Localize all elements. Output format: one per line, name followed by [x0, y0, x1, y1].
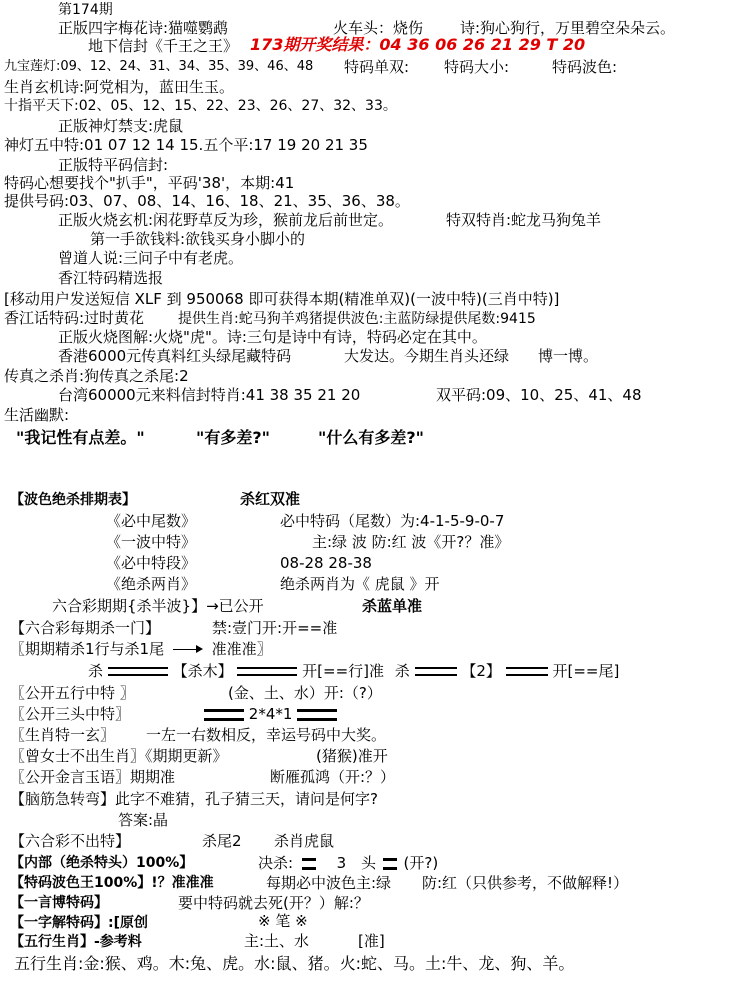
kill-char-2: 杀	[394, 662, 410, 680]
ms-zeng-label: 〖曾女士不出生肖〗《期期更新》	[10, 747, 228, 765]
must-range-value: 08-28 28-38	[280, 554, 372, 572]
xiangjiang-special: 香江话特码:过时黄花	[4, 309, 145, 327]
try-luck: 博一博。	[538, 347, 599, 365]
kill-char-1: 杀	[88, 662, 104, 680]
half-wave-kill: 六合彩期期{杀半波}】→已公开	[52, 597, 264, 615]
zodiac-mystery-value: 一左一右数相反，幸运号码中大奖。	[146, 726, 387, 744]
kill-line-tail	[10, 642, 272, 657]
fire-mystery: 正版火烧玄机:闲花野草反为珍，猴前龙后前世定。	[58, 211, 394, 229]
double-rule	[237, 667, 297, 676]
double-rule	[506, 667, 548, 676]
kill-blue-single: 杀蓝单准	[362, 597, 423, 615]
provided-zodiac-color-tail: 提供生肖:蛇马狗羊鸡猪提供波色:主蓝防绿提供尾数:9415	[178, 311, 536, 327]
color-label: 特码波色:	[552, 58, 618, 76]
golden-words-value: 断雁孤鸿（开:？）	[270, 768, 396, 786]
kill-wood: 【杀木】	[172, 662, 233, 680]
five-elements-accurate: [准]	[358, 932, 385, 950]
thick-rule	[204, 709, 244, 721]
one-wave-value: 主:绿 波 防:红 波《开?？准》	[312, 533, 510, 551]
color-king-defend: 防:红（只供参考，不做解释!）	[422, 874, 629, 892]
double-rule	[415, 667, 457, 676]
three-heads-row	[204, 707, 337, 722]
one-char-value: ※ 笔 ※	[258, 912, 308, 930]
head-label: 头	[360, 854, 376, 872]
no-special-label: 【六合彩不出特】	[10, 832, 131, 850]
fire-diagram: 正版火烧图解:火烧"虎"。诗:三句是诗中有诗，特码必定在其中。	[58, 328, 487, 346]
must-tail-value: 必中特码（尾数）为:4-1-5-9-0-7	[280, 512, 505, 530]
five-elements-main: 主:土、水	[244, 932, 310, 950]
plum-poem-label: 正版四字梅花诗:猫噬鹦鹉	[58, 19, 229, 37]
open-line: 开[==行]准	[302, 662, 384, 680]
door-value: 禁:壹门开:开==准	[212, 619, 338, 637]
decisive-open: (开?)	[403, 854, 439, 872]
zodiac-mystery-label: 〖生肖特一玄〗	[10, 726, 116, 744]
five-elements-label: 〖公开五行中特 〗	[10, 684, 135, 702]
ten-fingers-numbers: 十指平天下:02、05、12、15、22、23、26、27、32、33。	[4, 98, 397, 114]
kill-red-double: 杀红双准	[240, 490, 301, 508]
hk-fax-line: 香港6000元传真料红头绿尾藏特码	[58, 347, 292, 365]
nine-lotus-numbers: 九宝莲灯:09、12、24、31、34、35、39、46、48	[4, 59, 314, 74]
joke-line-3: "什么有多差?"	[318, 428, 424, 447]
issue-number: 第174期	[58, 2, 113, 18]
envelope-label: 正版特平码信封:	[58, 156, 169, 174]
first-hand-tip: 第一手欲钱料:欲钱买身小脚小的	[90, 230, 306, 248]
fax-kill: 传真之杀肖:狗传真之杀尾:2	[4, 367, 189, 385]
five-elements-zodiac-table: 五行生肖:金:猴、鸡。木:兔、虎。水:鼠、猪。火:蛇、马。土:牛、龙、狗、羊。	[14, 954, 575, 973]
golden-words-label: 〖公开金言玉语〗期期准	[10, 768, 176, 786]
special-zodiac: 特双特肖:蛇龙马狗兔羊	[446, 211, 602, 229]
xiangjiang-report: 香江特码精选报	[58, 269, 164, 287]
humor-label: 生活幽默:	[4, 406, 70, 424]
equals-bar	[302, 858, 316, 870]
kill-two-bracket: 【2】	[461, 662, 501, 680]
three-heads-label: 〖公开三头中特〗	[10, 705, 131, 723]
joke-line-1: "我记性有点差。"	[16, 428, 145, 447]
riddle-answer: 答案:晶	[118, 811, 169, 829]
decisive-kill-label: 决杀:	[258, 854, 294, 872]
kill-one-door: 【六合彩每期杀一门】	[10, 619, 161, 637]
decisive-kill-row	[258, 856, 438, 871]
kill-zodiac: 杀肖虎鼠	[274, 832, 335, 850]
zeng-says: 曾道人说:三问子中有老虎。	[58, 249, 244, 267]
color-kill-table-title: 【波色绝杀排期表】	[10, 492, 136, 508]
kill-line-tail-accurate: 准准准〗	[211, 640, 272, 658]
kill-tail-2: 杀尾2	[202, 832, 242, 850]
must-range-label: 《必中特段》	[106, 554, 197, 572]
one-word-bet-label: 【一言博特码】	[10, 895, 108, 911]
ms-zeng-value: (猪猴)准开	[316, 747, 388, 765]
thick-rule	[297, 709, 337, 721]
taiwan-envelope: 台湾60000元来料信封特肖:41 38 35 21 20	[58, 386, 361, 404]
three-heads-value: 2*4*1	[248, 705, 293, 723]
color-king-label: 【特码波色王100%】!？准准准	[10, 875, 214, 891]
arrow-icon	[173, 649, 201, 650]
kill-wood-row	[88, 664, 619, 679]
kill-two-value: 绝杀两肖为《 虎鼠 》开	[280, 575, 440, 593]
kill-two-label: 《绝杀两肖》	[106, 575, 197, 593]
double-flat: 双平码:09、10、25、41、48	[436, 386, 642, 404]
riddle: 【脑筋急转弯】此字不难猜，孔子猜三天，请问是何字?	[10, 790, 378, 808]
must-tail-label: 《必中尾数》	[106, 512, 197, 530]
sms-promo: [移动用户发送短信 XLF 到 950068 即可获得本期(精准单双)(一波中特)(三肖中特)]	[4, 290, 560, 308]
lamp-forbidden: 正版神灯禁支:虎鼠	[58, 117, 184, 135]
color-king-main: 每期必中波色主:绿	[266, 874, 392, 892]
lamp-five-numbers: 神灯五中特:01 07 12 14 15.五个平:17 19 20 21 35	[4, 136, 368, 154]
five-elements-value: (金、土、水）开:（?）	[228, 684, 382, 702]
big-fortune: 大发达。今期生肖头还绿	[344, 347, 510, 365]
draw-result-banner: 173期开奖结果：04 36 06 26 21 29 T 20	[250, 35, 586, 54]
one-word-bet-value: 要中特码就去死(开？）解:？	[178, 894, 369, 912]
equals-bar	[383, 858, 397, 870]
poem-text: 诗:狗心狗行，万里碧空朵朵云。	[460, 19, 676, 37]
underground-envelope: 地下信封《千王之王》	[88, 37, 239, 55]
decisive-kill-number: 3	[336, 854, 347, 872]
zodiac-poem: 生肖玄机诗:阿党相为，蓝田生玉。	[4, 78, 235, 96]
one-wave-label: 《一波中特》	[106, 533, 197, 551]
kill-line-tail-label: 〖期期精杀1行与杀1尾	[10, 640, 165, 658]
five-elements-zodiac-label: 【五行生肖】-参考料	[10, 934, 142, 950]
train-head-label: 火车头：烧伤	[333, 19, 424, 37]
odd-even-label: 特码单双:	[344, 58, 410, 76]
provided-numbers: 提供号码:03、07、08、14、16、18、21、35、36、38。	[4, 192, 410, 210]
internal-kill-label: 【内部（绝杀特头）100%】	[10, 855, 194, 871]
one-char-label: 【一字解特码】:[原创	[10, 915, 148, 931]
size-label: 特码大小:	[444, 58, 510, 76]
double-rule	[108, 667, 168, 676]
joke-line-2: "有多差?"	[196, 428, 270, 447]
open-tail: 开[==尾]	[552, 662, 620, 680]
pickpocket-line: 特码心想要找个"扒手"，平码'38'，本期:41	[4, 174, 295, 192]
